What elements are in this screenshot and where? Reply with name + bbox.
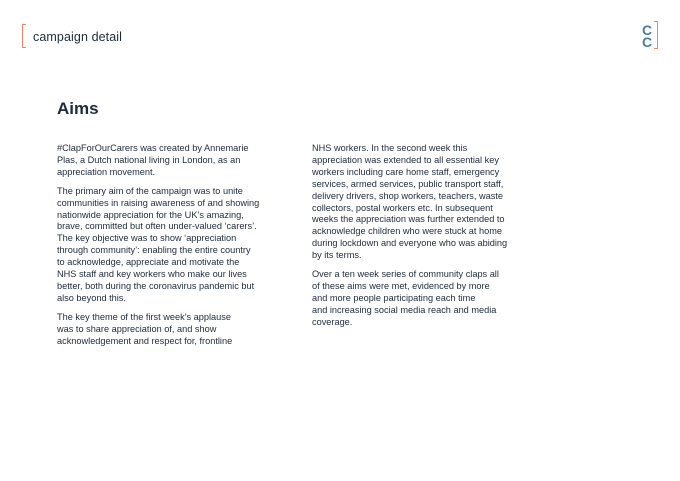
text-line: appreciation was extended to all essential key bbox=[312, 154, 499, 165]
text-line: The primary aim of the campaign was to unite bbox=[57, 185, 243, 196]
text-line: also beyond this. bbox=[57, 292, 126, 303]
text-line: NHS workers. In the second week this bbox=[312, 143, 468, 153]
logo-letter-top: C bbox=[642, 22, 653, 38]
paragraph-primary-aim bbox=[57, 186, 287, 305]
paragraph-second-week bbox=[312, 143, 537, 262]
text-line: communities in raising awareness of and showing bbox=[57, 197, 260, 208]
header-title: campaign detail bbox=[33, 30, 123, 44]
text-line: brave, committed but often under-valued ‘carers’. bbox=[57, 221, 257, 232]
text-line: NHS staff and key workers who make our lives bbox=[57, 269, 247, 280]
text-line: coverage. bbox=[312, 316, 353, 327]
logo-letter-bottom: C bbox=[642, 34, 653, 50]
paragraph-creator bbox=[57, 143, 287, 179]
cc-logo bbox=[640, 21, 660, 51]
right-column bbox=[312, 143, 537, 336]
text-line: by its terms. bbox=[312, 250, 362, 261]
text-line: of these aims were met, evidenced by more bbox=[312, 280, 490, 291]
text-line: weeks the appreciation was further extended to bbox=[312, 214, 505, 225]
page-title: Aims bbox=[57, 99, 99, 118]
text-line: workers including care home staff, emergency bbox=[312, 166, 500, 177]
text-line: nationwide appreciation for the UK’s amazing, bbox=[57, 209, 244, 220]
header-bracket bbox=[22, 24, 26, 48]
text-line: during lockdown and everyone who was abiding bbox=[312, 238, 508, 249]
text-line: was to share appreciation of, and show bbox=[57, 323, 217, 334]
text-line: The key objective was to show ‘appreciation bbox=[57, 233, 237, 244]
text-line: Over a ten week series of community claps all bbox=[312, 269, 499, 280]
text-line: appreciation movement. bbox=[57, 166, 156, 177]
paragraph-first-week bbox=[57, 312, 287, 348]
text-line: through community’: enabling the entire country bbox=[57, 245, 251, 256]
text-line: delivery drivers, shop workers, teachers, waste bbox=[312, 190, 503, 201]
text-line: to acknowledge, appreciate and motivate the bbox=[57, 257, 240, 268]
text-line: The key theme of the first week’s applause bbox=[57, 311, 231, 322]
text-line: #ClapForOurCarers was created by Annemarie bbox=[57, 143, 249, 153]
text-line: collectors, postal workers etc. In subsequent bbox=[312, 202, 493, 213]
text-line: and increasing social media reach and media bbox=[312, 304, 497, 315]
text-line: and more people participating each time bbox=[312, 292, 476, 303]
text-line: services, armed services, public transport staff, bbox=[312, 178, 504, 189]
left-column bbox=[57, 143, 287, 355]
text-line: acknowledgement and respect for, frontline bbox=[57, 335, 233, 346]
logo-bracket bbox=[654, 21, 658, 49]
text-line: acknowledge children who were stuck at home bbox=[312, 226, 502, 237]
text-line: Plas, a Dutch national living in London, as an bbox=[57, 154, 241, 165]
text-line: better, both during the coronavirus pandemic but bbox=[57, 280, 255, 291]
paragraph-outcome bbox=[312, 269, 537, 329]
